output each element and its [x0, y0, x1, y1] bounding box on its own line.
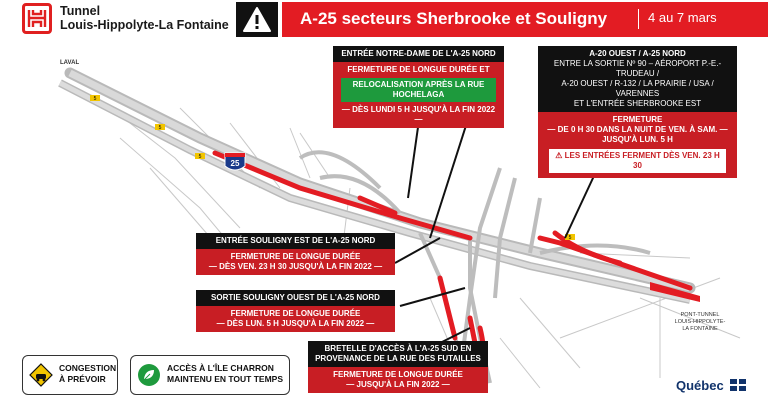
legend-congestion [22, 355, 118, 395]
callout-notre-dame-head: ENTRÉE NOTRE-DAME DE L'A-25 NORD [333, 46, 504, 62]
tunnel-logo-glyph [25, 6, 49, 31]
leaf-icon [137, 363, 161, 387]
callout-souligny-ouest-body [196, 306, 395, 332]
legend-charron-line2: MAINTENU EN TOUT TEMPS [167, 374, 284, 384]
logo-line1: Tunnel [60, 4, 101, 18]
warning-triangle-icon [236, 2, 278, 37]
legend-congestion-line2: À PRÉVOIR [59, 374, 106, 384]
callout-a20-line1: FERMETURE [612, 115, 663, 124]
legend-charron-line1: ACCÈS À L'ÎLE CHARRON [167, 363, 274, 373]
tunnel-label-1: PONT-TUNNEL [680, 312, 720, 318]
fleur-de-lis-flag-icon [730, 379, 746, 394]
callout-a20-line3: JUSQU'À LUN. 5 H [602, 135, 673, 144]
logo-title [60, 4, 229, 32]
quebec-logo [676, 378, 746, 394]
legend-congestion-text [59, 363, 116, 385]
highway-shield-number: 25 [230, 159, 240, 168]
callout-a20-head [538, 46, 737, 112]
callout-notre-dame [333, 46, 504, 128]
header-divider [638, 9, 639, 29]
callout-notre-dame-line2: — DÈS LUNDI 5 H JUSQU'À LA FIN 2022 — [341, 105, 496, 124]
callout-a20-sub3: ET L'ENTRÉE SHERBROOKE EST [573, 99, 702, 108]
callout-a20-warn-text: LES ENTRÉES FERMENT DÈS VEN. 23 H 30 [564, 151, 720, 170]
callout-bretelle-head2: PROVENANCE DE LA RUE DES FUTAILLES [315, 354, 481, 363]
page-title: A-25 secteurs Sherbrooke et Souligny [300, 9, 608, 28]
tunnel-logo-icon [22, 3, 52, 34]
callout-notre-dame-line1: FERMETURE DE LONGUE DURÉE ET [347, 65, 490, 74]
callout-notre-dame-body [333, 62, 504, 128]
callout-notre-dame-green: RELOCALISATION APRÈS LA RUE HOCHELAGA [341, 78, 496, 102]
callout-a20-title: A-20 OUEST / A-25 NORD [589, 49, 686, 58]
tunnel-label-3: LA FONTAINE [682, 326, 718, 332]
logo-line2: Louis-Hippolyte-La Fontaine [60, 18, 229, 32]
header [0, 0, 768, 38]
laval-label: LAVAL [60, 60, 80, 66]
warning-box [236, 2, 278, 37]
route-marker-4: 5 [568, 235, 572, 241]
tunnel-label-2: LOUIS-HIPPOLYTE- [674, 319, 726, 325]
callout-a20-sub1: ENTRE LA SORTIE Nº 90 – AÉROPORT P.-E.-TRUDEAU / [553, 59, 722, 78]
callout-bretelle-body [308, 367, 488, 393]
callout-souligny-est-line1: FERMETURE DE LONGUE DURÉE [230, 252, 361, 261]
map-area [0, 38, 768, 403]
callout-bretelle-line2: — JUSQU'À LA FIN 2022 — [346, 380, 450, 389]
legend-charron [130, 355, 290, 395]
route-marker-1: 5 [93, 96, 97, 102]
warning-icon: ⚠ [555, 151, 565, 160]
callout-bretelle-line1: FERMETURE DE LONGUE DURÉE [333, 370, 463, 379]
callout-a20-body [538, 112, 737, 178]
callout-a20 [538, 46, 737, 178]
callout-bretelle [308, 341, 488, 393]
legend-congestion-line1: CONGESTION [59, 363, 117, 373]
callout-bretelle-head1: BRETELLE D'ACCÈS À L'A-25 SUD EN [324, 344, 472, 353]
highway-shield-icon [225, 153, 245, 170]
callout-souligny-est-head: ENTRÉE SOULIGNY EST DE L'A-25 NORD [196, 233, 395, 249]
quebec-wordmark: Québec [676, 378, 724, 393]
callout-souligny-est [196, 233, 395, 275]
legend-charron-text [167, 363, 283, 385]
callout-bretelle-head [308, 341, 488, 367]
route-marker-3: 5 [158, 125, 162, 131]
callout-souligny-ouest-head: SORTIE SOULIGNY OUEST DE L'A-25 NORD [196, 290, 395, 306]
callout-souligny-est-line2: — DÈS VEN. 23 H 30 JUSQU'À LA FIN 2022 — [208, 262, 383, 271]
congestion-icon [29, 363, 53, 387]
callout-a20-sub2: A-20 OUEST / R-132 / LA PRAIRIE / USA / VARENNES [561, 79, 714, 98]
callout-souligny-est-body [196, 249, 395, 275]
callout-souligny-ouest-line1: FERMETURE DE LONGUE DURÉE [230, 309, 361, 318]
route-marker-2: 5 [198, 154, 202, 160]
date-range: 4 au 7 mars [648, 10, 717, 25]
callout-a20-line2: — DE 0 H 30 DANS LA NUIT DE VEN. À SAM. — [547, 125, 728, 134]
callout-souligny-ouest [196, 290, 395, 332]
callout-a20-warning [548, 148, 727, 174]
callout-souligny-ouest-line2: — DÈS LUN. 5 H JUSQU'À LA FIN 2022 — [216, 319, 375, 328]
